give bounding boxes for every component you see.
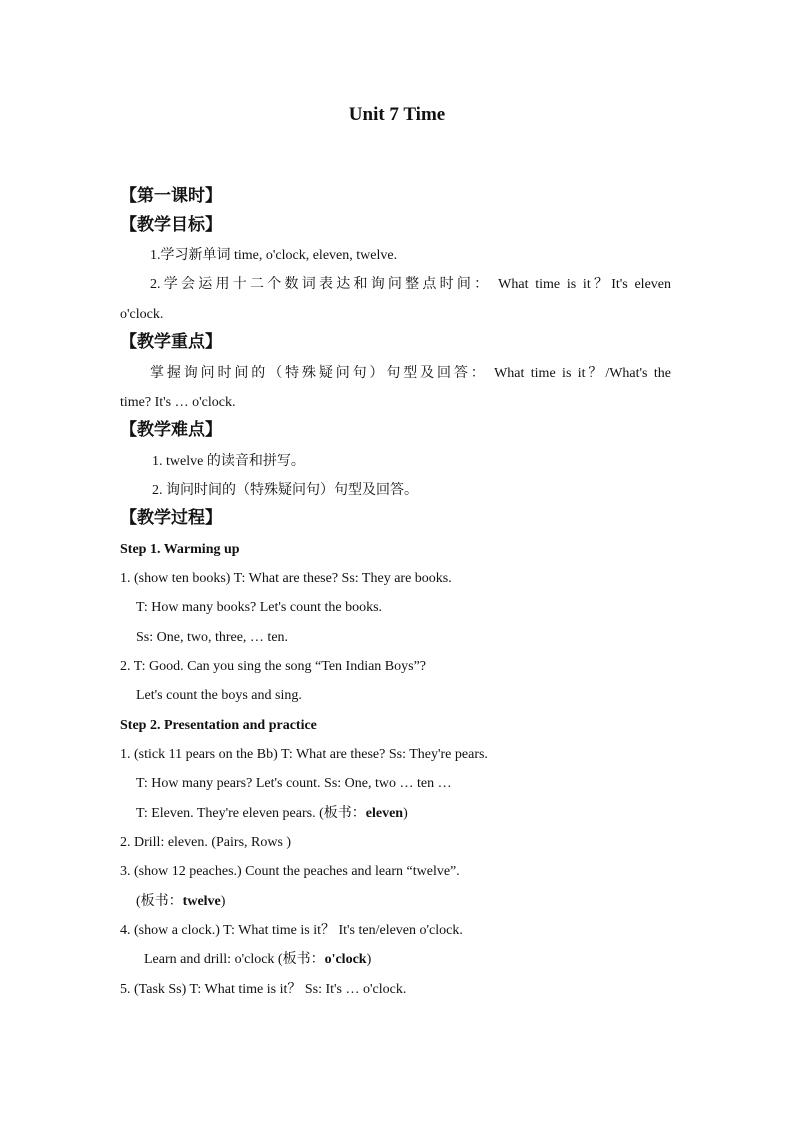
difficulties-heading: 【教学难点】 xyxy=(120,420,222,439)
objective-item-2-line-2: o'clock. xyxy=(120,307,164,322)
step-2-line-1: 1. (stick 11 pears on the Bb) T: What are these? Ss: They're pears. xyxy=(120,747,488,762)
period-heading: 【第一课时】 xyxy=(120,186,222,205)
step-1-line-3: Ss: One, two, three, … ten. xyxy=(136,630,289,645)
board-note-prefix: T: Eleven. They're eleven pears. (板书： xyxy=(136,806,366,821)
step-2-line-4: 2. Drill: eleven. (Pairs, Rows ) xyxy=(120,835,292,850)
step-2-line-5: 3. (show 12 peaches.) Count the peaches and learn “twelve”. xyxy=(120,864,460,879)
board-note-suffix: ) xyxy=(366,952,372,967)
board-note-suffix: ) xyxy=(403,806,408,821)
step-2-line-3 xyxy=(136,805,408,823)
step-1-line-2: T: How many books? Let's count the books. xyxy=(136,600,383,615)
step-1-title: Step 1. Warming up xyxy=(120,542,240,557)
step-1-line-1: 1. (show ten books) T: What are these? Ss: They are books. xyxy=(120,571,452,586)
objective-item-1: 1.学习新单词 time, o'clock, eleven, twelve. xyxy=(150,248,398,263)
step-1-line-5: Let's count the boys and sing. xyxy=(136,688,302,703)
objectives-heading: 【教学目标】 xyxy=(120,215,222,234)
board-word-eleven: eleven xyxy=(365,806,404,821)
step-2-line-2: T: How many pears? Let's count. Ss: One, two … ten … xyxy=(136,776,452,791)
key-points-line-2: time? It's … o'clock. xyxy=(120,395,236,410)
board-word-oclock: o'clock xyxy=(324,952,367,967)
key-points-heading: 【教学重点】 xyxy=(120,332,222,351)
board-word-twelve: twelve xyxy=(182,894,221,909)
board-note-suffix: ) xyxy=(220,894,226,909)
key-points-line-1: 掌握询问时间的（特殊疑问句）句型及回答： What time is it？/What's the xyxy=(150,366,671,381)
objective-item-2-line-1: 2.学会运用十二个数词表达和询问整点时间： What time is it？It's eleven xyxy=(150,277,671,292)
board-note-prefix: (板书： xyxy=(136,894,183,909)
board-note-prefix: Learn and drill: o'clock (板书： xyxy=(144,952,325,967)
step-1-line-4: 2. T: Good. Can you sing the song “Ten Indian Boys”? xyxy=(120,659,427,674)
process-heading: 【教学过程】 xyxy=(120,508,222,527)
difficulty-item-1: 1. twelve 的读音和拼写。 xyxy=(152,454,305,469)
step-2-line-7: 4. (show a clock.) T: What time is it？ It's ten/eleven o'clock. xyxy=(120,923,463,938)
page-title: Unit 7 Time xyxy=(348,104,446,125)
step-2-line-6 xyxy=(136,893,225,911)
step-2-line-9: 5. (Task Ss) T: What time is it？ Ss: It's … o'clock. xyxy=(120,982,407,997)
step-2-line-8 xyxy=(144,951,371,969)
difficulty-item-2: 2. 询问时间的（特殊疑问句）句型及回答。 xyxy=(152,483,418,498)
step-2-title: Step 2. Presentation and practice xyxy=(120,718,317,733)
